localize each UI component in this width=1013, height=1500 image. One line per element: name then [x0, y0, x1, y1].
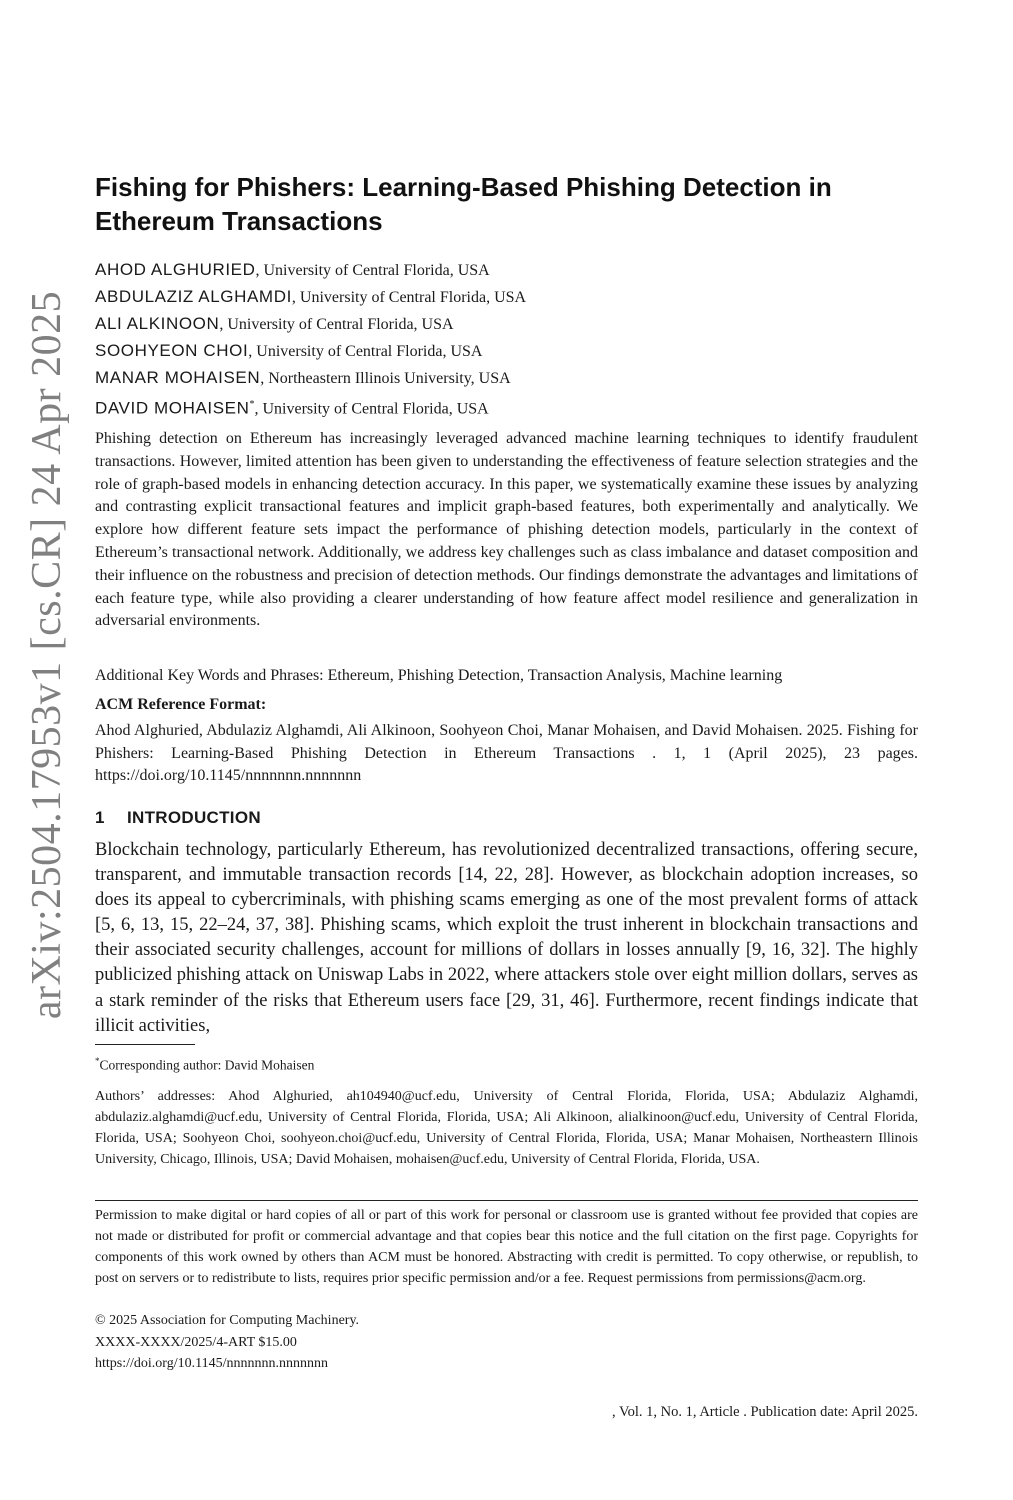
footnote-text: Corresponding author: David Mohaisen: [99, 1057, 315, 1073]
section-number: 1: [95, 808, 105, 827]
author-list: [95, 256, 918, 418]
introduction-paragraph: Blockchain technology, particularly Ethereum, has revolutionized decentralized transactions, offering secure, transparent, and immutable transaction records [14, 22, 28]. However, as blockchain adoption increases, so does its appeal to cybercriminals, with phishing scams emerging as one of the most prevalent forms of attack [5, 6, 13, 15, 22–24, 37, 38]. Phishing scams, which exploit the trust inherent in blockchain transactions and their associated security challenges, account for millions of dollars in losses annually [9, 16, 32]. The highly publicized phishing attack on Uniswap Labs in 2022, where attackers stole over eight million dollars, serves as a stark reminder of the risks that Ethereum users face [29, 31, 46]. Furthermore, recent findings indicate that illicit activities,: [95, 840, 918, 1036]
footnote-rule: [95, 1044, 195, 1045]
arxiv-identifier: arXiv:2504.17953v1 [cs.CR] 24 Apr 2025: [24, 290, 70, 1020]
author-entry: [95, 283, 918, 310]
author-entry: [95, 256, 918, 283]
title-line-2: Ethereum Transactions: [95, 206, 383, 236]
author-name: ABDULAZIZ ALGHAMDI: [95, 287, 292, 306]
author-name: MANAR MOHAISEN: [95, 368, 261, 387]
permission-notice: Permission to make digital or hard copies of all or part of this work for personal or classroom use is granted without fee provided that copies are not made or distributed for profit or commercial advantage and that copies bear this notice and the full citation on the first page. Copyrights for components of this work owned by others than ACM must be honored. Abstracting with credit is permitted. To copy otherwise, or republish, to post on servers or to redistribute to lists, requires prior specific permission and/or a fee. Request permissions from permissions@acm.org.: [95, 1208, 918, 1286]
author-affiliation: , University of Central Florida, USA: [255, 262, 490, 279]
author-affiliation: , Northeastern Illinois University, USA: [260, 370, 511, 387]
author-affiliation: , University of Central Florida, USA: [254, 400, 489, 418]
author-name: DAVID MOHAISEN: [95, 398, 250, 418]
isbn-line: XXXX-XXXX/2025/4-ART $15.00: [95, 1334, 297, 1350]
doi-link[interactable]: https://doi.org/10.1145/nnnnnnn.nnnnnnn: [95, 1356, 328, 1371]
author-entry: [95, 337, 918, 364]
author-entry: [95, 364, 918, 391]
footnote-marker: *: [95, 1056, 100, 1066]
acm-reference-text: Ahod Alghuried, Abdulaziz Alghamdi, Ali Alkinoon, Soohyeon Choi, Manar Mohaisen, and David Mohaisen. 2025. Fishing for Phishers: Learning-Based Phishing Detection in Ethereum Transactions . 1, 1 (April 2025), 23 pages. https://doi.org/10.1145/nnnnnnn.nnnnnnn: [95, 722, 918, 784]
abstract: Phishing detection on Ethereum has increasingly leveraged advanced machine learning techniques to identify fraudulent transactions. However, limited attention has been given to understanding the effectiveness of feature selection strategies and the role of graph-based models in enhancing detection accuracy. In this paper, we systematically examine these issues by analyzing and contrasting explicit transactional features and implicit graph-based features, both experimentally and analytically. We explore how different feature sets impact the performance of phishing detection models, particularly in the context of Ethereum’s transactional network. Additionally, we address key challenges such as class imbalance and dataset composition and their influence on the robustness and precision of detection methods. Our findings demonstrate the advantages and limitations of each feature type, while also providing a clearer understanding of how feature affect model resilience and generalization in adversarial environments.: [95, 430, 918, 630]
section-title: INTRODUCTION: [127, 808, 261, 827]
acm-reference-heading: ACM Reference Format:: [95, 696, 267, 713]
footnote: [95, 1052, 918, 1075]
author-affiliation: , University of Central Florida, USA: [291, 289, 527, 306]
section-heading-introduction: [95, 808, 918, 828]
author-entry: [95, 310, 918, 337]
author-affiliation: , University of Central Florida, USA: [219, 316, 454, 333]
corresponding-marker: *: [249, 399, 255, 410]
permission-rule: [95, 1200, 918, 1201]
title-line-1: Fishing for Phishers: Learning-Based Phishing Detection in: [95, 172, 832, 202]
author-name: AHOD ALGHURIED: [95, 260, 256, 279]
author-entry: [95, 391, 918, 418]
publication-meta: [95, 1310, 918, 1375]
author-name: ALI ALKINOON: [95, 314, 220, 333]
paper-title: [95, 170, 918, 238]
page-footer: , Vol. 1, No. 1, Article . Publication date: April 2025.: [612, 1404, 918, 1420]
author-addresses: Authors’ addresses: Ahod Alghuried, ah104940@ucf.edu, University of Central Florida, Florida, USA; Abdulaziz Alghamdi, abdulaziz.alghamdi@ucf.edu, University of Central Florida, Florida, USA; Ali Alkinoon, alialkinoon@ucf.edu, University of Central Florida, Florida, USA; Soohyeon Choi, soohyeon.choi@ucf.edu, University of Central Florida, Florida, USA; Manar Mohaisen, Northeastern Illinois University, Chicago, Illinois, USA; David Mohaisen, mohaisen@ucf.edu, University of Central Florida, Florida, USA.: [95, 1089, 918, 1167]
author-name: SOOHYEON CHOI: [95, 341, 249, 360]
copyright-line: © 2025 Association for Computing Machinery.: [95, 1313, 360, 1328]
author-affiliation: , University of Central Florida, USA: [248, 343, 483, 360]
keywords: Additional Key Words and Phrases: Ethereum, Phishing Detection, Transaction Analysis, Machine learning: [95, 667, 783, 684]
